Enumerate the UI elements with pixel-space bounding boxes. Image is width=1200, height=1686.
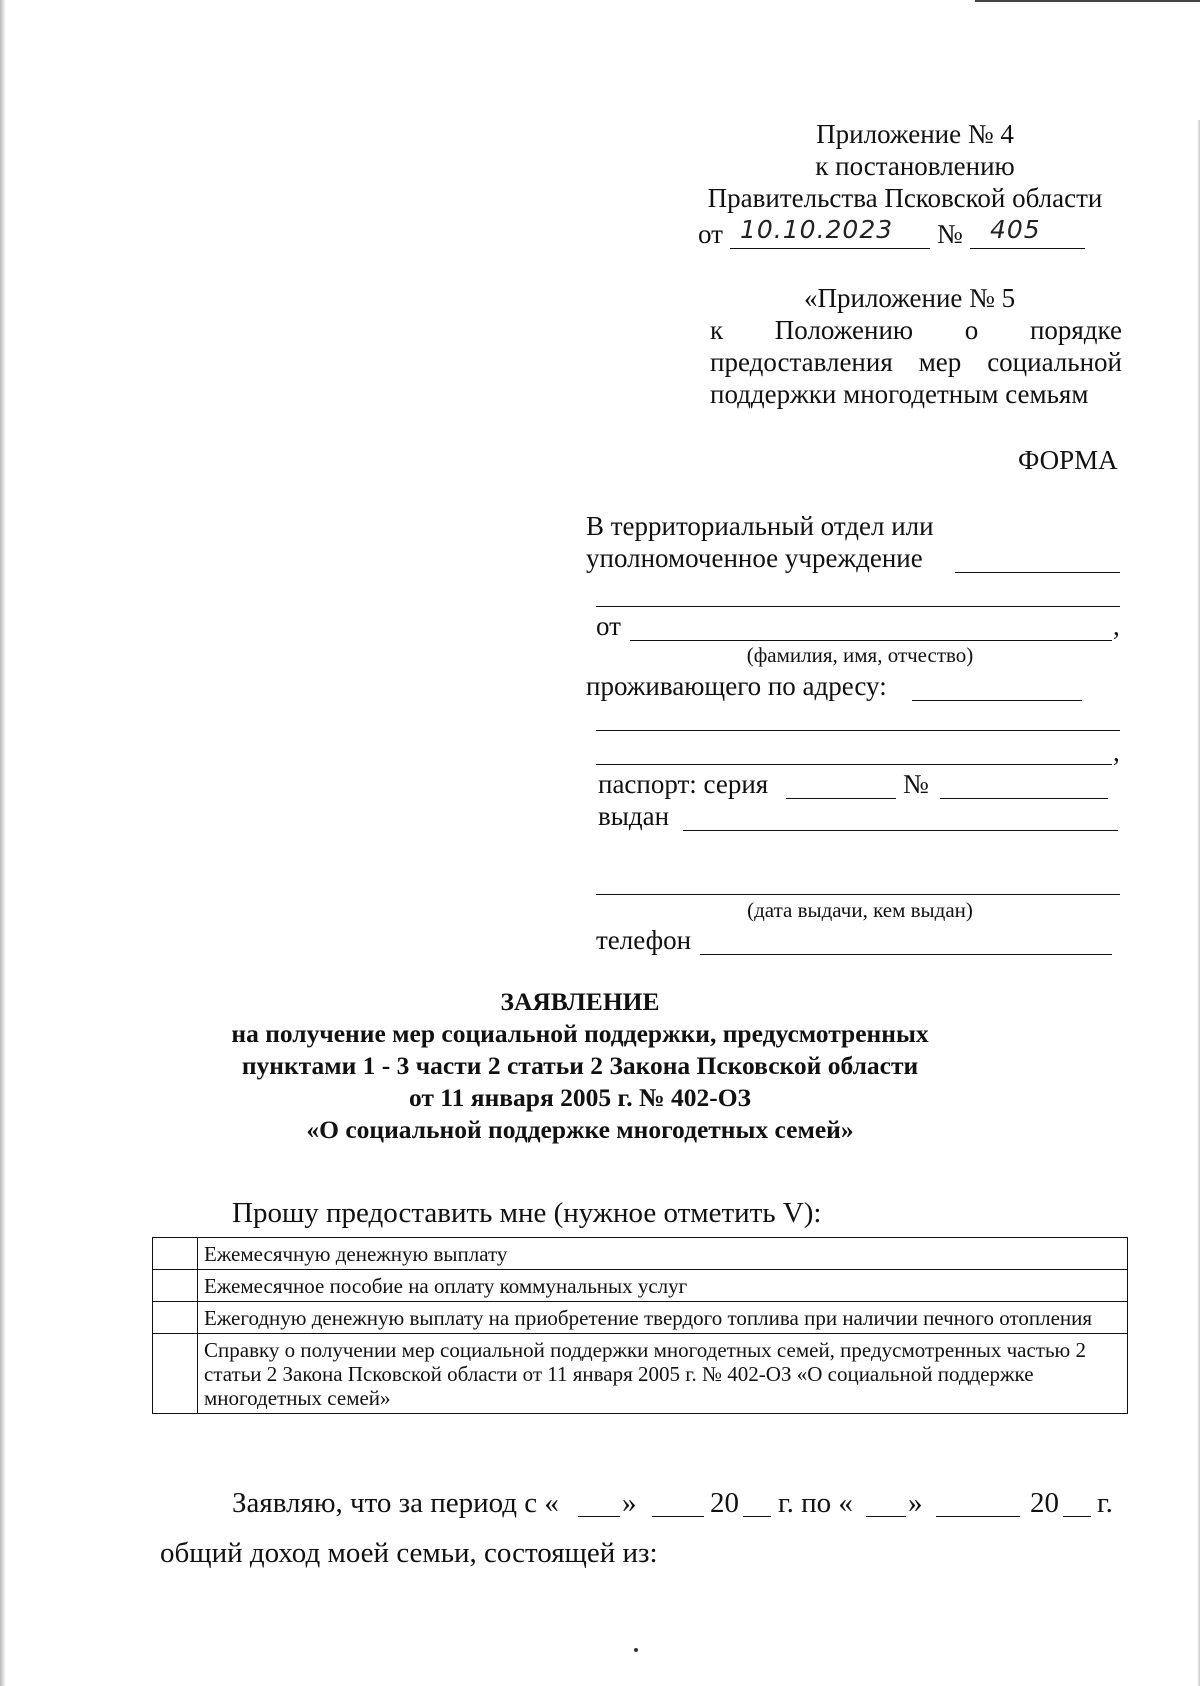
phone-label: телефон [596, 925, 692, 955]
resolution-line: к постановлению [815, 151, 1015, 181]
comma: , [1113, 737, 1120, 767]
issued-blank-1 [683, 830, 1118, 831]
option-text: Справку о получении мер социальной поддержки многодетных семей, предусмотренных частью 2 статьи 2 Закона Псковской области от 11 января 2005 г. № 402-ОЗ «О социальной поддержке многодетных семей» [198, 1334, 1128, 1414]
declaration-p6: 20 [1030, 1487, 1059, 1519]
issue-hint: (дата выдачи, кем выдан) [747, 898, 973, 922]
passport-series-blank [786, 798, 896, 799]
phone-blank [700, 954, 1112, 955]
title-line: «О социальной поддержке многодетных семей» [306, 1115, 854, 1144]
regulation-line-3: поддержки многодетным семьям [710, 379, 1089, 409]
fio-blank [630, 640, 1112, 641]
handwritten-number: 405 [990, 215, 1041, 244]
option-text: Ежемесячную денежную выплату [198, 1238, 1128, 1270]
option-row [153, 1238, 1128, 1270]
date-underline [730, 248, 930, 249]
form-label: ФОРМА [1018, 445, 1118, 475]
passport-series-label: паспорт: серия [598, 769, 769, 799]
option-row [153, 1302, 1128, 1334]
word: предоставления [710, 347, 893, 377]
declaration-p1: Заявляю, что за период с « [232, 1487, 559, 1519]
word: порядке [1029, 315, 1122, 345]
day-from-blank [578, 1516, 620, 1517]
declaration-p4: г. по « [778, 1487, 853, 1519]
regulation-line-1 [710, 314, 1122, 346]
page-dot [634, 1648, 638, 1652]
institution-blank-2 [596, 606, 1120, 607]
word: о [964, 315, 979, 345]
regulation-line-2 [710, 346, 1122, 378]
institution-blank [955, 572, 1120, 573]
year-from-blank [743, 1516, 771, 1517]
year-to-blank [1063, 1516, 1091, 1517]
passport-number-label: № [903, 769, 929, 799]
handwritten-date: 10.10.2023 [740, 215, 894, 244]
addressee-line-1: В территориальный отдел или [586, 511, 934, 541]
request-line: Прошу предоставить мне (нужное отметить V): [232, 1197, 822, 1229]
appendix5-line: «Приложение № 5 [804, 283, 1016, 313]
declaration-p5: » [908, 1487, 923, 1519]
month-to-blank [936, 1516, 1020, 1517]
options-table [152, 1237, 1128, 1414]
option-text: Ежегодную денежную выплату на приобретение твердого топлива при наличии печного отопления [198, 1302, 1128, 1334]
declaration-p3: 20 [710, 1487, 739, 1519]
declaration-line-2: общий доход моей семьи, состоящей из: [160, 1537, 658, 1569]
number-underline [970, 248, 1085, 249]
issued-label: выдан [598, 801, 670, 831]
addressee-line-2: уполномоченное учреждение [586, 543, 923, 573]
option-row [153, 1334, 1128, 1414]
title-line: на получение мер социальной поддержки, предусмотренных [231, 1019, 929, 1048]
option-text: Ежемесячное пособие на оплату коммунальных услуг [198, 1270, 1128, 1302]
passport-number-blank [940, 798, 1108, 799]
date-prefix: от [698, 219, 723, 249]
from-label: от [596, 611, 621, 641]
government-line: Правительства Псковской области [707, 183, 1103, 213]
day-to-blank [866, 1516, 906, 1517]
option-row [153, 1270, 1128, 1302]
word: к [710, 315, 724, 345]
option-checkbox[interactable] [153, 1270, 198, 1302]
title-line: пунктами 1 - 3 части 2 статьи 2 Закона Псковской области [241, 1051, 919, 1080]
month-from-blank [652, 1516, 704, 1517]
address-blank-2 [596, 730, 1120, 731]
appendix-line: Приложение № 4 [816, 119, 1014, 149]
word: Положению [774, 315, 914, 345]
application-title [140, 986, 1020, 1146]
word: социальной [987, 347, 1122, 377]
declaration-p7: г. [1097, 1487, 1113, 1519]
scan-edge [975, 0, 1200, 2]
option-checkbox[interactable] [153, 1238, 198, 1270]
word: мер [918, 347, 962, 377]
title-line: от 11 января 2005 г. № 402-ОЗ [408, 1083, 751, 1112]
address-blank-1 [912, 700, 1082, 701]
title-line: ЗАЯВЛЕНИЕ [500, 987, 660, 1016]
issued-blank-2 [596, 894, 1120, 895]
option-checkbox[interactable] [153, 1334, 198, 1414]
comma: , [1113, 611, 1120, 641]
scan-edge [0, 0, 6, 1686]
address-blank-3 [596, 764, 1112, 765]
declaration-p2: » [622, 1487, 637, 1519]
fio-hint: (фамилия, имя, отчество) [746, 643, 974, 667]
option-checkbox[interactable] [153, 1302, 198, 1334]
address-label: проживающего по адресу: [586, 671, 887, 701]
number-prefix: № [937, 219, 963, 249]
